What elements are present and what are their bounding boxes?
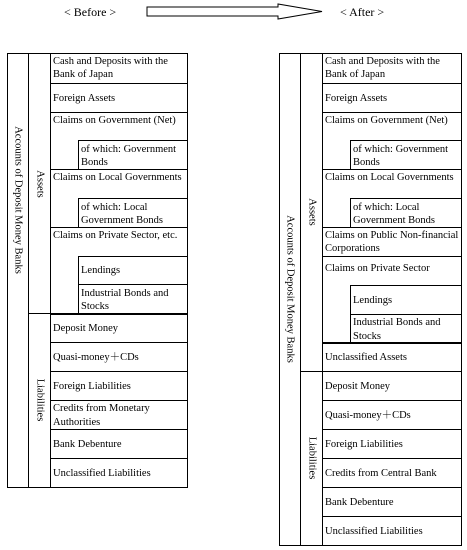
before-liabilities-column — [29, 314, 51, 487]
before-liability-row: Unclassified Liabilities — [53, 467, 151, 479]
before-asset-label: Claims on Local Governments — [53, 172, 182, 183]
before-liabilities-label: Liabilities — [34, 378, 46, 422]
after-group-label: Accounts of Deposit Money Banks — [284, 215, 296, 363]
before-heading: < Before > — [64, 5, 117, 19]
after-asset-label: Claims on Private Sector — [325, 263, 430, 274]
after-liability-row: Bank Debenture — [323, 488, 461, 517]
right-arrow-icon — [146, 3, 324, 20]
after-table — [279, 53, 462, 546]
after-asset-subrow: Industrial Bonds and Stocks — [350, 314, 461, 343]
before-group-label: Accounts of Deposit Money Banks — [12, 126, 24, 274]
before-asset-subrow: of which: Government Bonds — [78, 140, 187, 170]
after-liability-row: Unclassified Liabilities — [325, 525, 423, 537]
before-table — [7, 53, 188, 488]
before-assets-column — [29, 54, 51, 314]
after-asset-row: Unclassified Assets — [323, 343, 461, 372]
after-assets-label: Assets — [306, 198, 318, 226]
before-asset-row: Cash and Deposits with the Bank of Japan — [51, 54, 187, 84]
after-liability-row: Deposit Money — [323, 372, 461, 401]
after-liability-row: Credits from Central Bank — [323, 459, 461, 488]
before-liability-row: Credits from Monetary Authorities — [51, 401, 187, 430]
before-asset-subrow: Lendings — [78, 256, 187, 284]
before-asset-label: Claims on Government (Net) — [53, 115, 176, 126]
after-liability-row: Foreign Liabilities — [323, 430, 461, 459]
after-liabilities-column — [301, 372, 323, 545]
after-asset-subrow: Lendings — [350, 285, 461, 314]
before-liability-row: Deposit Money — [51, 315, 187, 343]
after-group-column — [280, 54, 301, 545]
before-liability-row: Quasi-money＋CDs — [51, 343, 187, 372]
before-asset-row: Foreign Assets — [51, 84, 187, 113]
before-liability-row: Bank Debenture — [51, 430, 187, 459]
after-asset-row: Foreign Assets — [323, 84, 461, 113]
after-assets-column — [301, 54, 323, 372]
after-heading: < After > — [340, 5, 385, 19]
after-asset-label: Claims on Local Governments — [325, 172, 454, 183]
after-liabilities-label: Liabilities — [306, 436, 318, 480]
after-asset-row: Cash and Deposits with the Bank of Japan — [323, 54, 461, 84]
after-asset-label: Claims on Government (Net) — [325, 115, 448, 126]
after-asset-row: Claims on Public Non-financial Corporations — [323, 228, 461, 257]
after-asset-subrow: of which: Government Bonds — [350, 140, 461, 170]
before-liability-row: Foreign Liabilities — [51, 372, 187, 401]
before-asset-subrow: of which: Local Government Bonds — [78, 198, 187, 228]
after-asset-subrow: of which: Local Government Bonds — [350, 198, 461, 228]
after-liability-row: Quasi-money＋CDs — [323, 401, 461, 430]
before-asset-label: Claims on Private Sector, etc. — [53, 230, 178, 241]
before-assets-label: Assets — [34, 170, 46, 198]
before-group-column — [8, 54, 29, 487]
before-asset-subrow: Industrial Bonds and Stocks — [78, 284, 187, 314]
